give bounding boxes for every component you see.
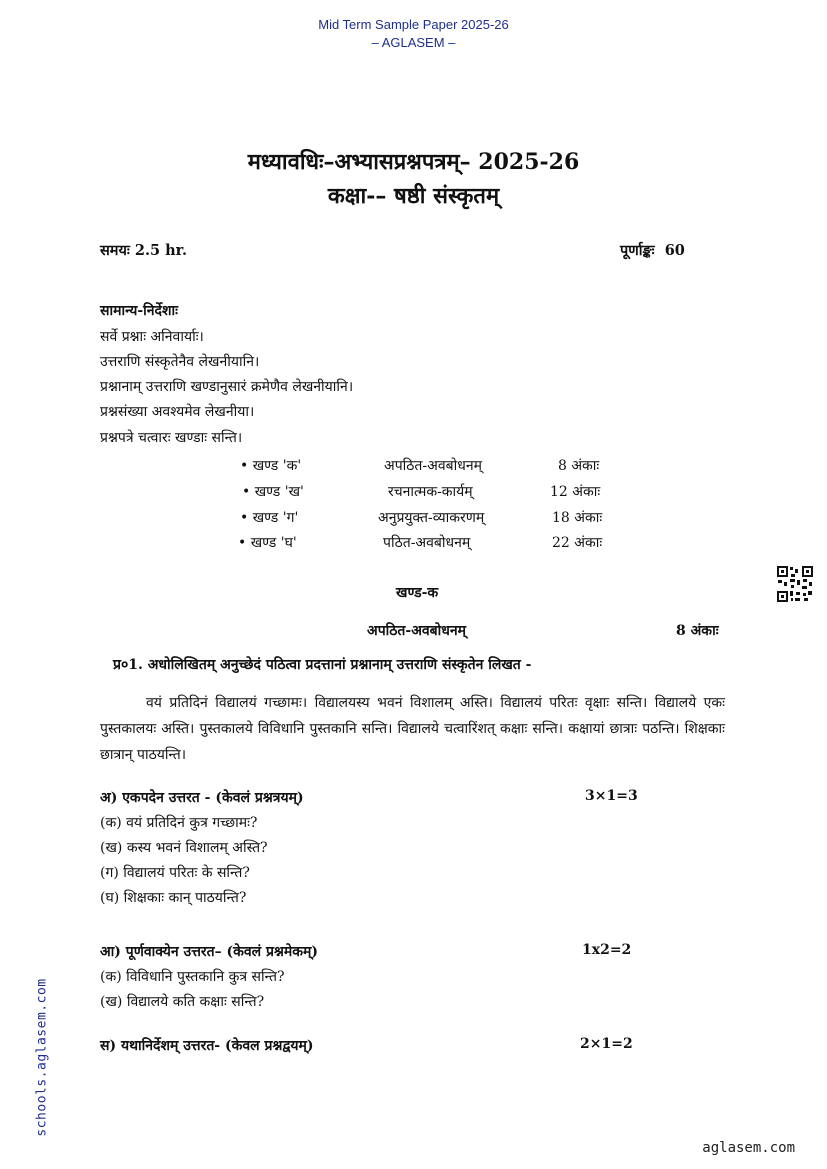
section-heading: खण्ड-क — [396, 585, 439, 601]
section-topic: अपठित-अवबोधनम् — [384, 458, 482, 474]
part-c-marks: 2×1=2 — [580, 1036, 633, 1052]
instruction-item: प्रश्नसंख्या अवश्यमेव लेखनीया। — [100, 404, 255, 420]
part-b-title: आ) पूर्णवाक्येन उत्तरत– (केवलं प्रश्नमेकम्) — [100, 944, 318, 960]
max-marks — [620, 240, 685, 260]
section-name: • खण्ड 'ग' — [240, 510, 299, 526]
max-marks-label: पूर्णाङ्कः — [620, 242, 655, 259]
max-marks-value: 60 — [664, 242, 685, 259]
section-marks-total: 8 अंकाः — [676, 623, 719, 639]
instruction-item: उत्तराणि संस्कृतेनैव लेखनीयानि। — [100, 354, 260, 370]
paper-title: मध्यावधिः–अभ्यासप्रश्नपत्रम्– 2025-26 — [247, 149, 580, 175]
section-marks: 8 अंकाः — [558, 458, 600, 474]
footer-site: aglasem.com — [702, 1140, 795, 1156]
instruction-item: प्रश्नपत्रे चत्वारः खण्डाः सन्ति। — [100, 430, 243, 446]
part-c-title: स) यथानिर्देशम् उत्तरत- (केवल प्रश्नद्वयम्) — [100, 1038, 314, 1054]
header-brand: – AGLASEM – — [371, 35, 456, 50]
part-a-question: (क) वयं प्रतिदिनं कुत्र गच्छामः? — [100, 815, 258, 831]
side-watermark: schools.aglasem.com — [34, 978, 50, 1137]
section-topic: रचनात्मक-कार्यम् — [388, 484, 473, 500]
section-marks: 22 अंकाः — [552, 535, 603, 551]
part-a-title: अ) एकपदेन उत्तरत - (केवलं प्रश्नत्रयम्) — [100, 790, 304, 806]
instruction-item: प्रश्नानाम् उत्तराणि खण्डानुसारं क्रमेणैव लेखनीयानि। — [100, 379, 354, 395]
section-name: • खण्ड 'क' — [240, 458, 302, 474]
instruction-item: सर्वे प्रश्नाः अनिवार्याः। — [100, 329, 204, 345]
part-a-question: (ग) विद्यालयं परितः के सन्ति? — [100, 865, 250, 881]
part-a-question: (ख) कस्य भवनं विशालम् अस्ति? — [100, 840, 268, 856]
section-marks: 12 अंकाः — [550, 484, 601, 500]
part-b-marks: 1x2=2 — [582, 942, 632, 958]
section-subheading: अपठित-अवबोधनम् — [367, 623, 467, 639]
section-marks: 18 अंकाः — [552, 510, 603, 526]
question-1: प्र०1. अधोलिखितम् अनुच्छेदं पठित्वा प्रदत्तानां प्रश्नानाम् उत्तराणि संस्कृतेन लिखत - — [113, 657, 532, 673]
section-topic: अनुप्रयुक्त-व्याकरणम् — [378, 510, 485, 526]
instructions-heading: सामान्य-निर्देशाः — [100, 303, 178, 319]
part-a-marks: 3×1=3 — [585, 788, 638, 804]
part-b-question: (ख) विद्यालये कति कक्षाः सन्ति? — [100, 994, 265, 1010]
section-name: • खण्ड 'घ' — [238, 535, 297, 551]
passage: वयं प्रतिदिनं विद्यालयं गच्छामः। विद्यालयस्य भवनं विशालम् अस्ति। विद्यालयं परितः वृक्षाः सन्ति। विद्यालये एकः पुस्तकालयः अस्ति। पुस्तकालये विविधानि पुस्तकानि सन्ति। विद्यालये चत्वारिंशत् कक्षाः सन्ति। कक्षायां छात्राः पठन्ति। शिक्षकाः छात्रान् पाठयन्ति। — [100, 695, 725, 763]
section-topic: पठित-अवबोधनम् — [383, 535, 471, 551]
qr-code — [776, 565, 814, 603]
section-name: • खण्ड 'ख' — [242, 484, 304, 500]
part-a-question: (घ) शिक्षकाः कान् पाठयन्ति? — [100, 890, 247, 906]
class-subject: कक्षा-– षष्ठी संस्कृतम् — [327, 183, 500, 209]
part-b-question: (क) विविधानि पुस्तकानि कुत्र सन्ति? — [100, 969, 285, 985]
time-allowed: समयः 2.5 hr. — [100, 242, 188, 259]
header-title: Mid Term Sample Paper 2025-26 — [318, 17, 509, 32]
